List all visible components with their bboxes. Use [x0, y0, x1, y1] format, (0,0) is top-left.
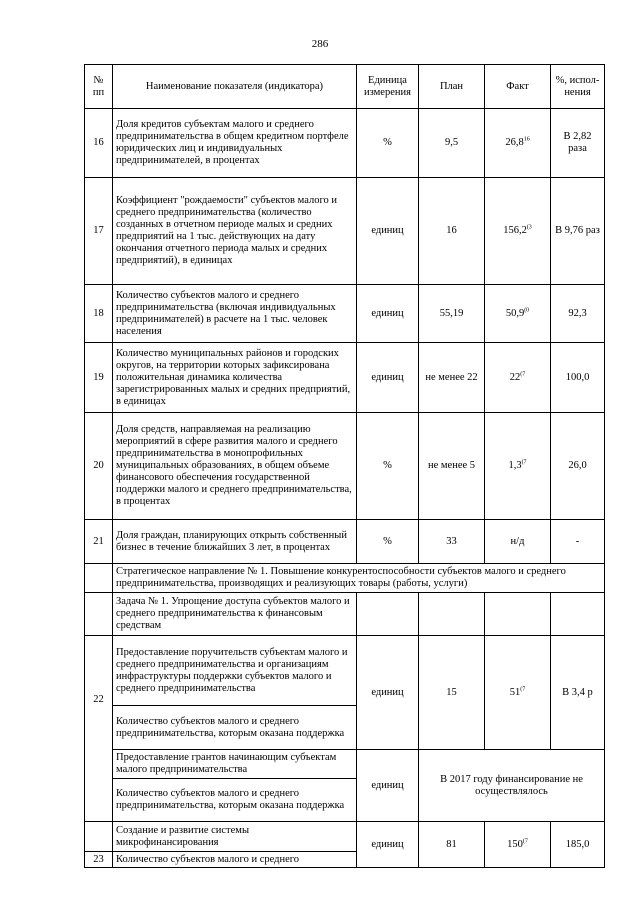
fact-cell	[485, 109, 551, 178]
row-num: 17	[85, 178, 113, 285]
fact-cell	[485, 413, 551, 520]
row-num-empty	[85, 564, 113, 593]
unit-cell: %	[357, 520, 419, 564]
table-row	[85, 520, 605, 564]
table-row	[85, 750, 605, 779]
header-percent: %, испол-нения	[551, 65, 605, 109]
fact-value: 150	[507, 838, 523, 850]
indicator-name: Количество субъектов малого и среднего предпринимательства, которым оказана поддержка	[113, 706, 357, 750]
strategic-direction: Стратегическое направление № 1. Повышение конкурентоспособности субъектов малого и среднего предпринимательства, производящих и реализующих товары (работы, услуги)	[113, 564, 605, 593]
unit-cell: единиц	[357, 636, 419, 750]
footnote-mark: 16	[523, 136, 530, 143]
table-row	[85, 636, 605, 706]
indicator-name: Количество субъектов малого и среднего предпринимательства (включая индивидуальных предпринимателей) в расчете на 1 тыс. человек населения	[113, 285, 357, 343]
empty-cell	[551, 593, 605, 636]
empty-cell	[485, 593, 551, 636]
footnote-mark: (7	[520, 686, 526, 692]
financing-note: В 2017 году финансирование не осуществлялось	[419, 750, 605, 822]
row-num: 18	[85, 285, 113, 343]
indicators-table	[84, 64, 605, 868]
table-header-row	[85, 65, 605, 109]
fact-cell	[485, 178, 551, 285]
page-number: 286	[311, 38, 329, 50]
row-num: 22	[85, 636, 113, 822]
fact-cell: н/д	[485, 520, 551, 564]
footnote-mark: (7	[520, 371, 526, 377]
fact-value: 26,8	[505, 137, 524, 148]
indicator-name: Предоставление поручительств субъектам малого и среднего предпринимательства и организациям инфраструктуры поддержки субъектов малого и среднего предпринимательства	[113, 636, 357, 706]
percent-cell: В 2,82 раза	[551, 109, 605, 178]
plan-cell: 16	[419, 178, 485, 285]
plan-cell: 15	[419, 636, 485, 750]
footnote-mark: (0	[524, 307, 530, 313]
fact-cell	[485, 822, 551, 868]
plan-cell: 9,5	[419, 109, 485, 178]
header-plan: План	[419, 65, 485, 109]
plan-cell: не менее 5	[419, 413, 485, 520]
row-num: 20	[85, 413, 113, 520]
table-row	[85, 413, 605, 520]
fact-value: 1,3	[508, 460, 522, 471]
table-row	[85, 178, 605, 285]
percent-cell: 100,0	[551, 343, 605, 413]
fact-value: 51	[509, 686, 521, 698]
table-row	[85, 822, 605, 852]
indicator-name: Коэффициент "рождаемости" субъектов малого и среднего предпринимательства (количество созданных в отчетном периоде малых и средних предприятий на 1 тыс. действующих на дату окончания отчетного периода малых и средних предприятий), в единицах	[113, 178, 357, 285]
row-num-empty	[85, 822, 113, 852]
indicator-name: Создание и развитие системы микрофинансирования	[113, 822, 357, 852]
percent-cell: 92,3	[551, 285, 605, 343]
table-row	[85, 593, 605, 636]
empty-cell	[419, 593, 485, 636]
unit-cell: единиц	[357, 750, 419, 822]
fact-value: 156,2	[503, 225, 527, 236]
percent-cell: 185,0	[551, 822, 605, 868]
row-num: 19	[85, 343, 113, 413]
row-num: 23	[85, 852, 113, 868]
fact-cell	[485, 343, 551, 413]
header-unit: Единица измерения	[357, 65, 419, 109]
table-row	[85, 285, 605, 343]
unit-cell: единиц	[357, 343, 419, 413]
footnote-mark: (7	[522, 838, 528, 844]
plan-cell: не менее 22	[419, 343, 485, 413]
indicator-name: Доля средств, направляемая на реализацию мероприятий в сфере развития малого и среднего предпринимательства в монопрофильных муниципальных образованиях, в общем объеме финансового обеспечения государственной поддержки малого и среднего предпринимательства, в процентах	[113, 413, 357, 520]
percent-cell: В 3,4 р	[551, 636, 605, 750]
plan-cell: 55,19	[419, 285, 485, 343]
task-title: Задача № 1. Упрощение доступа субъектов малого и среднего предпринимательства к финансовым средствам	[113, 593, 357, 636]
empty-cell	[357, 593, 419, 636]
indicator-name: Количество муниципальных районов и городских округов, на территории которых зафиксирована положительная динамика количества зарегистрированных малых и средних предприятий, в единицах	[113, 343, 357, 413]
percent-cell: -	[551, 520, 605, 564]
header-num: № пп	[85, 65, 113, 109]
row-num: 16	[85, 109, 113, 178]
indicator-name: Количество субъектов малого и среднего	[113, 852, 357, 868]
plan-cell: 81	[419, 822, 485, 868]
percent-cell: 26,0	[551, 413, 605, 520]
fact-cell	[485, 636, 551, 750]
row-num: 21	[85, 520, 113, 564]
table-row	[85, 564, 605, 593]
indicator-name: Доля кредитов субъектам малого и среднего предпринимательства в общем кредитном портфеле юридических лиц и индивидуальных предпринимателей, в процентах	[113, 109, 357, 178]
footnote-mark: (7	[521, 459, 527, 466]
indicator-name: Доля граждан, планирующих открыть собственный бизнес в течение ближайших 3 лет, в процентах	[113, 520, 357, 564]
indicator-name: Количество субъектов малого и среднего предпринимательства, которым оказана поддержка	[113, 779, 357, 822]
table-row	[85, 343, 605, 413]
row-num-empty	[85, 593, 113, 636]
fact-cell	[485, 285, 551, 343]
header-fact: Факт	[485, 65, 551, 109]
unit-cell: единиц	[357, 178, 419, 285]
percent-cell: В 9,76 раз	[551, 178, 605, 285]
unit-cell: %	[357, 109, 419, 178]
table-row	[85, 109, 605, 178]
unit-cell: единиц	[357, 822, 419, 868]
footnote-mark: (3	[526, 224, 532, 231]
indicator-name: Предоставление грантов начинающим субъектам малого предпринимательства	[113, 750, 357, 779]
fact-value: 50,9	[505, 307, 525, 319]
plan-cell: 33	[419, 520, 485, 564]
header-name: Наименование показателя (индикатора)	[113, 65, 357, 109]
unit-cell: единиц	[357, 285, 419, 343]
fact-value: 22	[509, 371, 521, 383]
unit-cell: %	[357, 413, 419, 520]
